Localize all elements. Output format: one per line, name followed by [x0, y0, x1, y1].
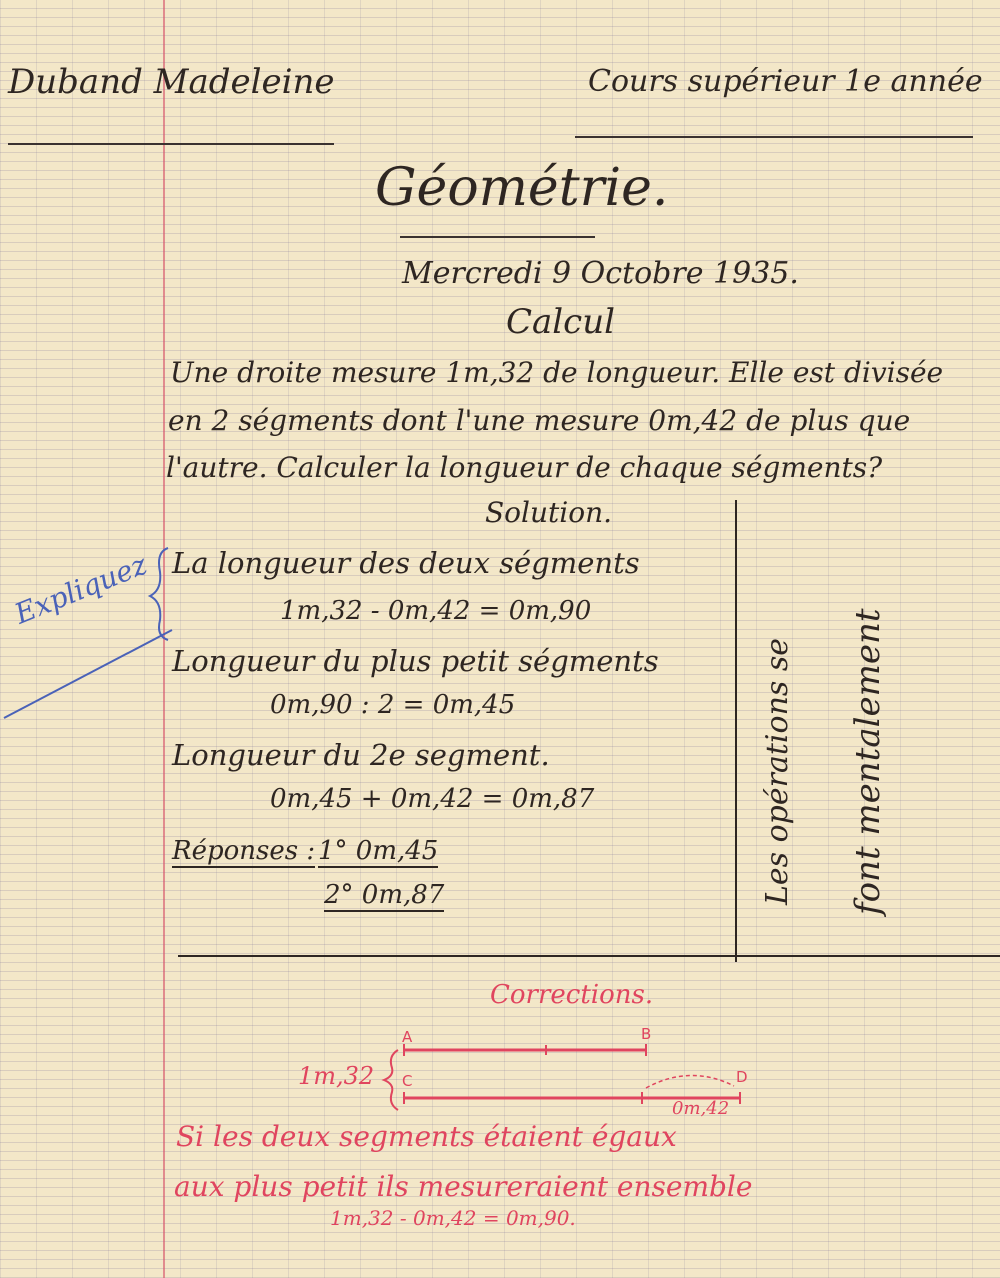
answers-label: Réponses : [172, 836, 316, 866]
label-d: D [736, 1068, 748, 1086]
blue-brace [150, 548, 168, 640]
total-length-label: 1m,32 [298, 1062, 375, 1090]
section-heading: Calcul [506, 302, 615, 342]
class-level: Cours supérieur 1e année [588, 64, 983, 99]
solution-step3-label: Longueur du 2e segment. [172, 738, 550, 772]
label-b: B [641, 1025, 652, 1043]
difference-label: 0m,42 [672, 1098, 730, 1119]
corrections-line-1: Si les deux segments étaient égaux [176, 1120, 677, 1153]
solution-step1-calc: 1m,32 - 0m,42 = 0m,90 [280, 596, 592, 626]
blue-slash [4, 630, 172, 718]
solution-heading: Solution. [485, 496, 613, 529]
teacher-annotation: Expliquez [10, 547, 152, 631]
solution-step3-calc: 0m,45 + 0m,42 = 0m,87 [270, 784, 595, 814]
answer-2: 2° 0m,87 [324, 880, 445, 910]
label-a: A [402, 1028, 413, 1046]
solution-step1-label: La longueur des deux ségments [172, 546, 640, 580]
red-brace [384, 1050, 398, 1110]
corrections-heading: Corrections. [490, 980, 654, 1010]
solution-step2-label: Longueur du plus petit ségments [172, 644, 659, 678]
difference-arc [646, 1075, 734, 1088]
student-name: Duband Madeleine [8, 62, 335, 102]
date-line: Mercredi 9 Octobre 1935. [402, 256, 799, 291]
problem-line-3: l'autre. Calculer la longueur de chaque ségments? [166, 451, 883, 484]
side-note-line-2: font mentalement [848, 608, 888, 915]
subject-title: Géométrie. [375, 158, 669, 218]
corrections-line-2: aux plus petit ils mesureraient ensemble [174, 1170, 753, 1203]
side-note-line-1: Les opérations se [760, 638, 795, 905]
solution-step2-calc: 0m,90 : 2 = 0m,45 [270, 690, 516, 720]
label-c: C [402, 1072, 413, 1090]
corrections-calc: 1m,32 - 0m,42 = 0m,90. [330, 1206, 576, 1230]
problem-line-2: en 2 ségments dont l'une mesure 0m,42 de plus que [168, 404, 911, 437]
problem-line-1: Une droite mesure 1m,32 de longueur. Elle est divisée [170, 356, 944, 389]
answer-1: 1° 0m,45 [318, 836, 439, 866]
